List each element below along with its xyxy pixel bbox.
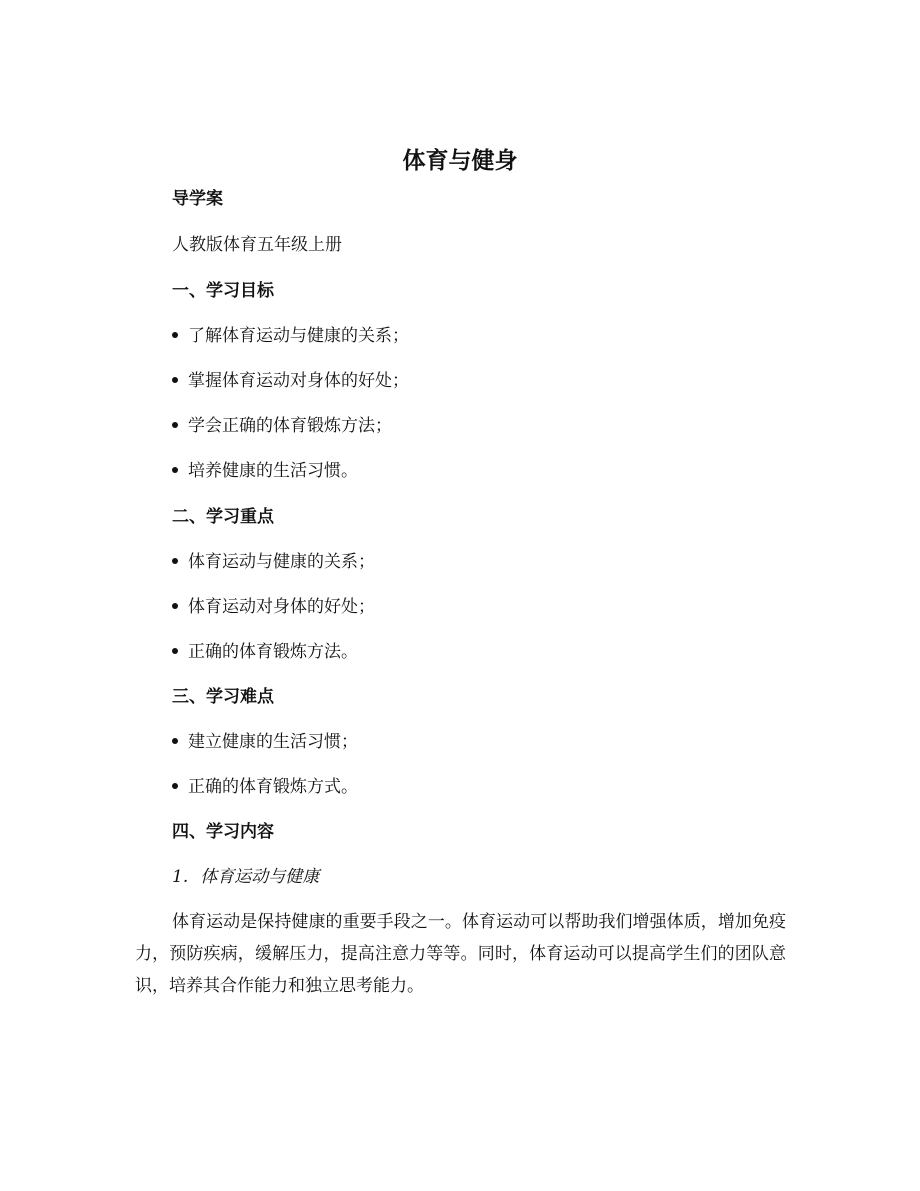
bullet-icon <box>172 467 178 473</box>
bullet-icon <box>172 558 178 564</box>
list-item: 正确的体育锻炼方法。 <box>172 640 358 664</box>
bullet-icon <box>172 422 178 428</box>
subsection-number: 1. <box>172 867 189 887</box>
bullet-icon <box>172 738 178 744</box>
list-item: 建立健康的生活习惯； <box>172 730 358 754</box>
subsection-title: 体育运动与健康 <box>200 867 320 887</box>
label-daoxuean: 导学案 <box>172 189 223 209</box>
section-heading-difficulties: 三、学习难点 <box>172 687 274 707</box>
bullet-icon <box>172 648 178 654</box>
list-item: 了解体育运动与健康的关系； <box>172 324 409 348</box>
bullet-icon <box>172 783 178 789</box>
subsection-heading <box>172 865 319 889</box>
document-title: 体育与健身 <box>402 147 518 174</box>
list-item: 培养健康的生活习惯。 <box>172 459 358 483</box>
bullet-icon <box>172 332 178 338</box>
section-heading-key-points: 二、学习重点 <box>172 507 274 527</box>
list-item: 体育运动对身体的好处； <box>172 595 375 619</box>
bullet-icon <box>172 603 178 609</box>
list-item: 体育运动与健康的关系； <box>172 550 375 574</box>
section-heading-content: 四、学习内容 <box>172 822 274 842</box>
textbook-line: 人教版体育五年级上册 <box>172 235 342 255</box>
list-item: 学会正确的体育锻炼方法； <box>172 414 392 438</box>
list-item: 正确的体育锻炼方式。 <box>172 775 358 799</box>
body-paragraph: 体育运动是保持健康的重要手段之一。体育运动可以帮助我们增强体质，增加免疫力，预防疾病，缓解压力，提高注意力等等。同时，体育运动可以提高学生们的团队意识，培养其合作能力和独立思考能力。 <box>135 912 786 996</box>
section-heading-goals: 一、学习目标 <box>172 281 274 301</box>
bullet-icon <box>172 377 178 383</box>
list-item: 掌握体育运动对身体的好处； <box>172 369 409 393</box>
